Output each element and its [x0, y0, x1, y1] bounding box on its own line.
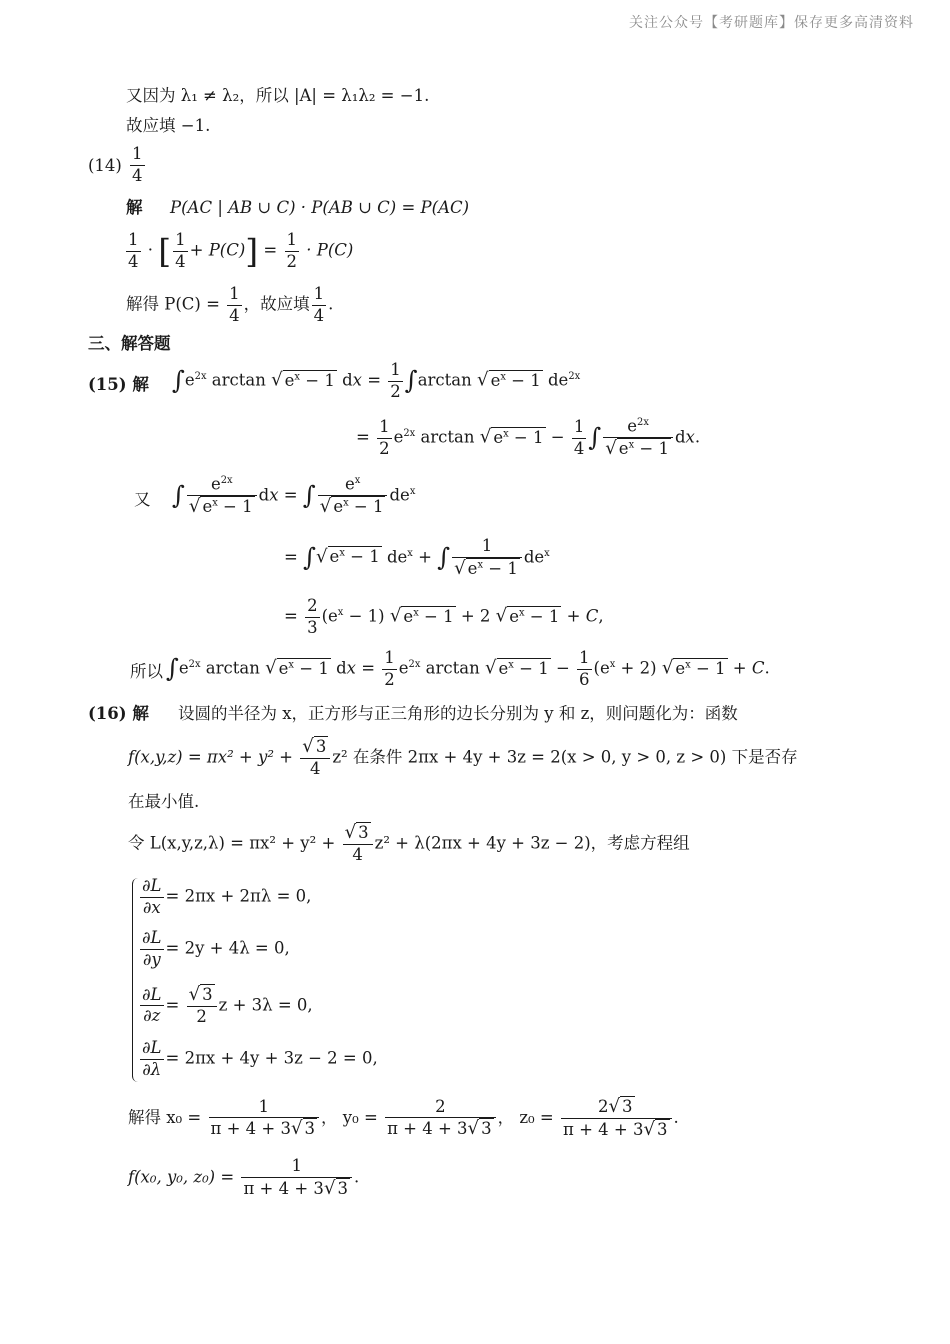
q14-result: 解得 P(C) = $\frac{1}{4}$ ，故应填 $\frac{1}{4}$ . — [126, 284, 334, 325]
q15-equation-4: = ∫√ $e^x - 1$ $de^x$ + ∫ $\frac{1}{√ e^x - 1}$ $de^x$ — [284, 536, 550, 579]
q15-you: 又 — [134, 490, 151, 509]
watermark: 关注公众号【考研题库】保存更多高清资料 — [629, 15, 914, 31]
q14-equation-2: $\frac{1}{4}$ · [ $\frac{1}{4}$ + P(C)] = $\frac{1}{2}$ · P(C) — [128, 230, 354, 271]
q15-label: (15) 解 — [88, 375, 149, 394]
q15-equation-6: $\int e^{2x}$ arctan √ $e^x - 1$ dx = $\frac{1}{2}$ $e^{2x}$ arctan √ $e^x - 1$ − $\frac{1}{6}$ $(e^x + 2)$ √ $e^x - 1 + C$. — [166, 648, 770, 689]
system-eq-3: $\frac{\partial L}{\partial z}$ = $\frac{√ 3}{2}$ z + 3λ = 0, — [142, 984, 313, 1027]
q15-equation-2: = $\frac{1}{2}$ $e^{2x}$ arctan √ $e^x - 1$ − $\frac{1}{4}$ ∫ $\frac{e^{2x}}{√ e^x - 1}$ dx. — [356, 416, 701, 459]
final-line: f(x₀, y₀, z₀) = $\frac{1}{\pi + 4 + 3√ 3}$ . — [128, 1156, 360, 1199]
q16-line-3: 在最小值. — [128, 792, 200, 811]
q16-line-1: 设圆的半径为 x，正方形与正三角形的边长分别为 y 和 z，则问题化为：函数 — [178, 704, 738, 723]
q16-line-4: 令 L(x,y,z,λ) = πx² + y² + $\frac{√ 3}{4}$ z² + λ(2πx + 4y + 3z − 2)，考虑方程组 — [128, 822, 690, 865]
q15-equation-1: $\int e^{2x}$ arctan √ $e^x - 1$ dx = $\frac{1}{2}$ ∫arctan √ $e^x - 1$ $de^{2x}$ — [172, 360, 581, 401]
q14-answer: $\frac{1}{4}$ — [132, 144, 143, 185]
text-line-1: 又因为 λ₁ ≠ λ₂，所以 |A| = λ₁λ₂ = −1. — [126, 86, 430, 105]
q16-line-2: f(x,y,z) = πx² + y² + $\frac{√ 3}{4}$ z² 在条件 2πx + 4y + 3z = 2(x > 0, y > 0, z > 0) 下是否存 — [128, 736, 798, 779]
q16-label: (16) 解 — [88, 704, 149, 723]
q15-equation-3: ∫ $\frac{e^{2x}}{√ e^x - 1}$ dx = ∫ $\frac{e^x}{√ e^x - 1}$ $de^x$ — [172, 474, 416, 517]
q15-equation-5: = $\frac{2}{3}$ $(e^x - 1)$ √ $e^x - 1 + 2$ √ $e^x - 1 + C$, — [284, 596, 604, 637]
system-eq-4: $\frac{\partial L}{\partial\lambda}$ = 2πx + 4y + 3z − 2 = 0, — [142, 1038, 378, 1079]
q15-suoyi: 所以 — [130, 662, 163, 681]
section-title: 三、解答题 — [88, 334, 171, 353]
solution-line: 解得 x₀ = $\frac{1}{\pi + 4 + 3√ 3}$ ， y₀ = $\frac{2}{\pi + 4 + 3√ 3}$ ， z₀ = $\frac{2√ 3}{\pi + 4 + 3√ 3}$ . — [128, 1096, 679, 1141]
q14-solution-label: 解 — [126, 198, 143, 217]
system-eq-2: $\frac{\partial L}{\partial y}$ = 2y + 4λ = 0, — [142, 928, 290, 969]
q14-label: (14) — [88, 156, 122, 175]
system-eq-1: $\frac{\partial L}{\partial x}$ = 2πx + 2πλ = 0, — [142, 876, 312, 917]
text-line-2: 故应填 −1. — [126, 116, 211, 135]
q14-equation-1: P(AC | AB ∪ C) · P(AB ∪ C) = P(AC) — [170, 198, 470, 217]
